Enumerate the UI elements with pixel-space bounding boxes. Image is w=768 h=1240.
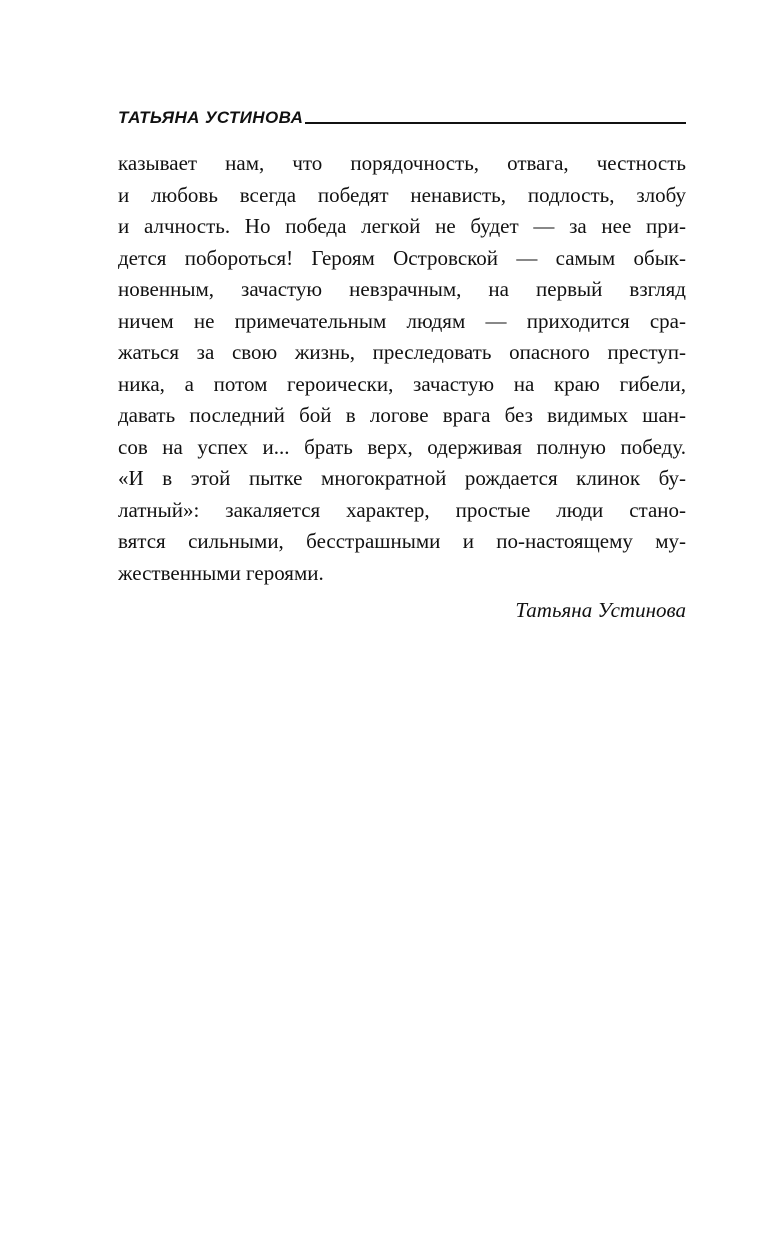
body-text	[118, 148, 686, 589]
text-line: казывает нам, что порядочность, отвага, честность	[118, 151, 686, 175]
text-line: ничем не примечательным людям — приходится сра-	[118, 308, 686, 333]
text-line: «И в этой пытке многократной рождается клинок бу-	[118, 466, 686, 490]
text-line: и любовь всегда победят ненависть, подлость, злобу	[118, 182, 686, 207]
text-line: жественными героями.	[118, 560, 324, 585]
header-author: ТАТЬЯНА УСТИНОВА	[118, 108, 304, 127]
signature: Татьяна Устинова	[515, 598, 686, 622]
text-line: и алчность. Но победа легкой не будет — за нее при-	[118, 214, 686, 238]
running-header	[118, 104, 686, 126]
header-rule	[305, 122, 686, 124]
text-line: сов на успех и... брать верх, одерживая полную победу.	[118, 434, 686, 459]
text-line: жаться за свою жизнь, преследовать опасного преступ-	[118, 340, 686, 364]
text-line: ника, а потом героически, зачастую на краю гибели,	[118, 371, 686, 396]
text-line: латный»: закаляется характер, простые люди стано-	[118, 497, 686, 522]
text-line: новенным, зачастую невзрачным, на первый взгляд	[118, 277, 686, 301]
text-line: вятся сильными, бесстрашными и по-настоящему му-	[118, 529, 686, 553]
text-line: давать последний бой в логове врага без видимых шан-	[118, 403, 686, 427]
text-line: дется побороться! Героям Островской — самым обык-	[118, 245, 686, 270]
